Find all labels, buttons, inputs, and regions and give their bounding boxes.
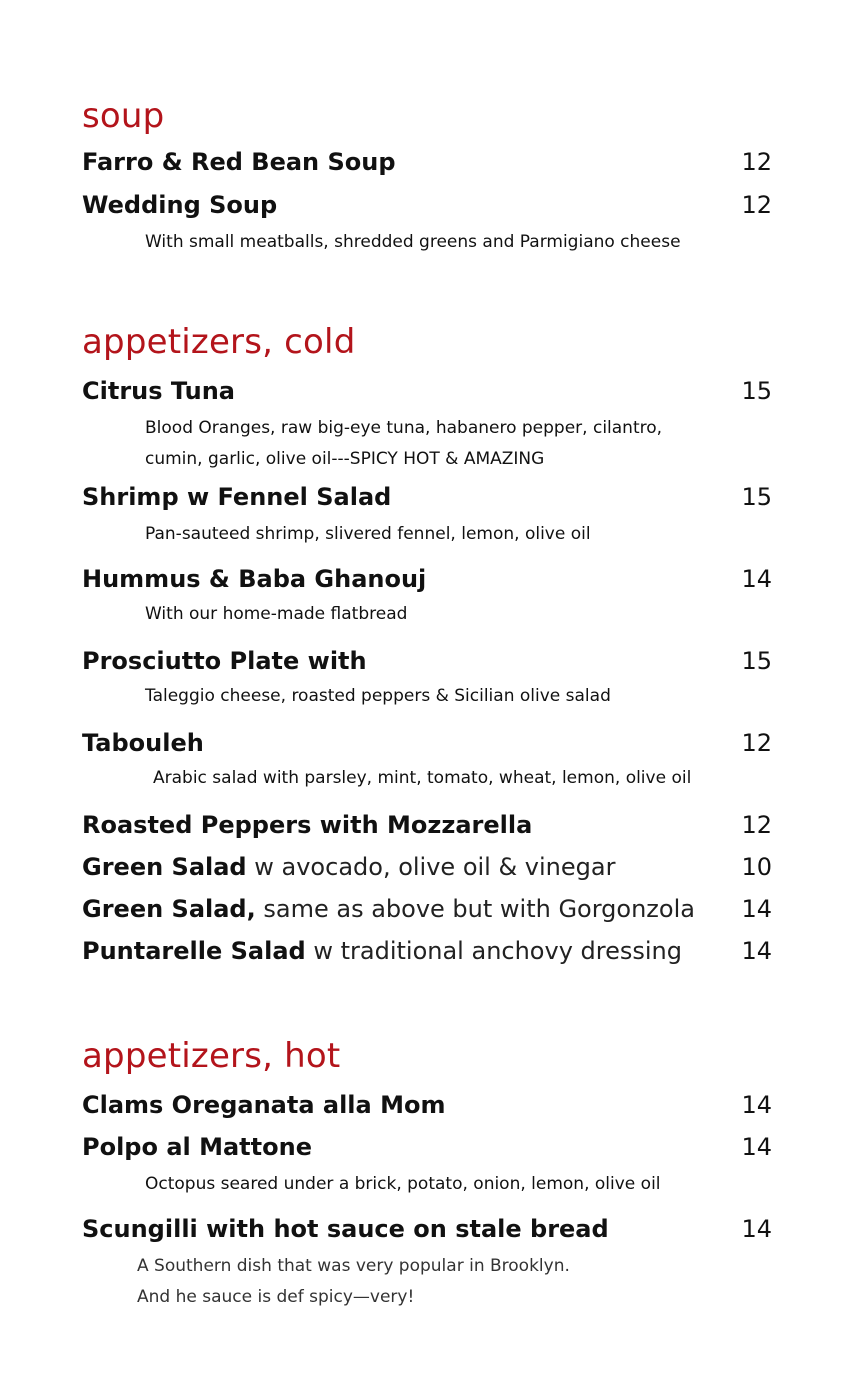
item-name: Prosciutto Plate with [82, 647, 367, 675]
menu-item [82, 564, 772, 594]
menu-item [82, 1214, 772, 1244]
menu-item [82, 810, 772, 840]
item-price: 14 [741, 1133, 772, 1161]
item-price: 14 [741, 1215, 772, 1243]
item-description: Octopus seared under a brick, potato, onion, lemon, olive oil [145, 1174, 661, 1194]
section-title: appetizers, hot [82, 1036, 341, 1076]
item-price: 15 [741, 647, 772, 675]
item-description: Taleggio cheese, roasted peppers & Sicilian olive salad [145, 686, 611, 706]
item-name: Hummus & Baba Ghanouj [82, 565, 427, 593]
item-name: Tabouleh [82, 729, 204, 757]
item-price: 12 [741, 729, 772, 757]
item-price: 15 [741, 483, 772, 511]
item-suffix: w traditional anchovy dressing [313, 937, 682, 965]
item-name: Scungilli with hot sauce on stale bread [82, 1215, 609, 1243]
item-description: Pan-sauteed shrimp, slivered fennel, lemon, olive oil [145, 524, 591, 544]
item-name: Green Salad, [82, 895, 256, 923]
item-description: A Southern dish that was very popular in Brooklyn. [137, 1256, 570, 1276]
item-price: 14 [741, 1091, 772, 1119]
item-name: Green Salad [82, 853, 247, 881]
item-suffix: same as above but with Gorgonzola [263, 895, 695, 923]
menu-item [82, 147, 772, 177]
item-price: 12 [741, 811, 772, 839]
menu-item [82, 852, 772, 882]
menu-item [82, 376, 772, 406]
item-name: Shrimp w Fennel Salad [82, 483, 392, 511]
item-description: Blood Oranges, raw big-eye tuna, habanero pepper, cilantro, [145, 418, 663, 438]
item-description: With our home-made flatbread [145, 604, 408, 624]
item-name: Polpo al Mattone [82, 1133, 312, 1161]
section-title: appetizers, cold [82, 322, 356, 362]
menu-item [82, 646, 772, 676]
item-price: 15 [741, 377, 772, 405]
menu-item [82, 728, 772, 758]
item-price: 12 [741, 148, 772, 176]
item-price: 12 [741, 191, 772, 219]
menu-item [82, 1090, 772, 1120]
item-description: With small meatballs, shredded greens and Parmigiano cheese [145, 232, 681, 252]
section-title: soup [82, 96, 165, 136]
menu-item [82, 190, 772, 220]
menu-item [82, 1132, 772, 1162]
item-price: 14 [741, 895, 772, 923]
item-suffix: w avocado, olive oil & vinegar [254, 853, 616, 881]
menu-item [82, 936, 772, 966]
item-name: Citrus Tuna [82, 377, 235, 405]
item-description: Arabic salad with parsley, mint, tomato, wheat, lemon, olive oil [153, 768, 692, 788]
item-name: Clams Oreganata alla Mom [82, 1091, 446, 1119]
item-name: Puntarelle Salad [82, 937, 306, 965]
item-name: Roasted Peppers with Mozzarella [82, 811, 533, 839]
menu-item [82, 894, 772, 924]
item-description: And he sauce is def spicy—very! [137, 1287, 415, 1307]
item-name: Farro & Red Bean Soup [82, 148, 396, 176]
item-price: 14 [741, 565, 772, 593]
section-soup [82, 96, 772, 136]
item-description: cumin, garlic, olive oil---SPICY HOT & AMAZING [145, 449, 545, 469]
item-price: 14 [741, 937, 772, 965]
item-price: 10 [741, 853, 772, 881]
menu-item [82, 482, 772, 512]
item-name: Wedding Soup [82, 191, 278, 219]
